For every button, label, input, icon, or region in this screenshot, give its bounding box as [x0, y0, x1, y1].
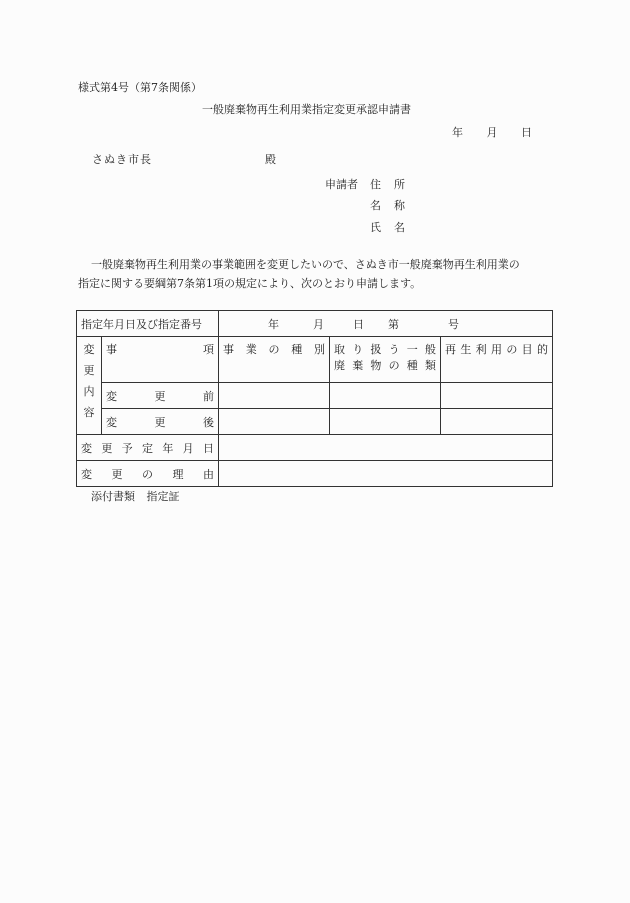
applicant-address: 住 所 [370, 178, 405, 191]
date-day: 日 [521, 126, 532, 139]
reason-field[interactable] [219, 461, 553, 487]
addressee-name: さぬき市長 [92, 153, 152, 166]
document-title: 一般廃棄物再生利用業指定変更承認申請書 [202, 103, 411, 116]
body-text-line-1: 一般廃棄物再生利用業の事業範囲を変更したいので、さぬき市一般廃棄物再生利用業の [91, 258, 520, 271]
business-type-header: 事 業 の 種 別 [219, 337, 330, 383]
reason-label: 変 更 の 理 由 [77, 461, 219, 487]
after-waste-type-field[interactable] [330, 409, 441, 435]
after-business-type-field[interactable] [219, 409, 330, 435]
header-row [77, 337, 553, 383]
before-business-type-field[interactable] [219, 383, 330, 409]
form-number: 様式第4号（第7条関係） [78, 81, 202, 94]
waste-type-header: 取 り 扱 う 一 般 廃 棄 物 の 種 類 [330, 337, 441, 383]
after-purpose-field[interactable] [441, 409, 553, 435]
designation-label: 指定年月日及び指定番号 [77, 311, 219, 337]
before-purpose-field[interactable] [441, 383, 553, 409]
addressee-honorific: 殿 [265, 153, 276, 166]
attachments [91, 490, 180, 503]
before-waste-type-field[interactable] [330, 383, 441, 409]
date-year: 年 [452, 126, 463, 139]
after-change-row [77, 409, 553, 435]
reason-row [77, 461, 553, 487]
before-change-row [77, 383, 553, 409]
before-change-label: 変 更 前 [102, 383, 219, 409]
after-change-label: 変 更 後 [102, 409, 219, 435]
applicant-person-name: 氏 名 [370, 221, 405, 234]
applicant-label: 申請者 [325, 178, 358, 191]
change-content-label: 変 更 内 容 [77, 337, 102, 435]
planned-date-field[interactable] [219, 435, 553, 461]
body-text-line-2: 指定に関する要綱第7条第1項の規定により、次のとおり申請します。 [78, 277, 422, 290]
designation-value-field[interactable]: 年 月 日 第 号 [219, 311, 553, 337]
purpose-header: 再 生 利 用 の 目 的 [441, 337, 553, 383]
planned-date-label: 変 更 予 定 年 月 日 [77, 435, 219, 461]
date-month: 月 [486, 126, 498, 139]
applicant-company-name: 名 称 [370, 199, 405, 212]
application-table [76, 310, 553, 487]
attachments-label: 添付書類 [91, 490, 135, 503]
date-line [452, 126, 532, 139]
item-label: 事 項 [102, 337, 219, 383]
designation-row [77, 311, 553, 337]
attachments-value: 指定証 [146, 490, 180, 503]
planned-date-row [77, 435, 553, 461]
